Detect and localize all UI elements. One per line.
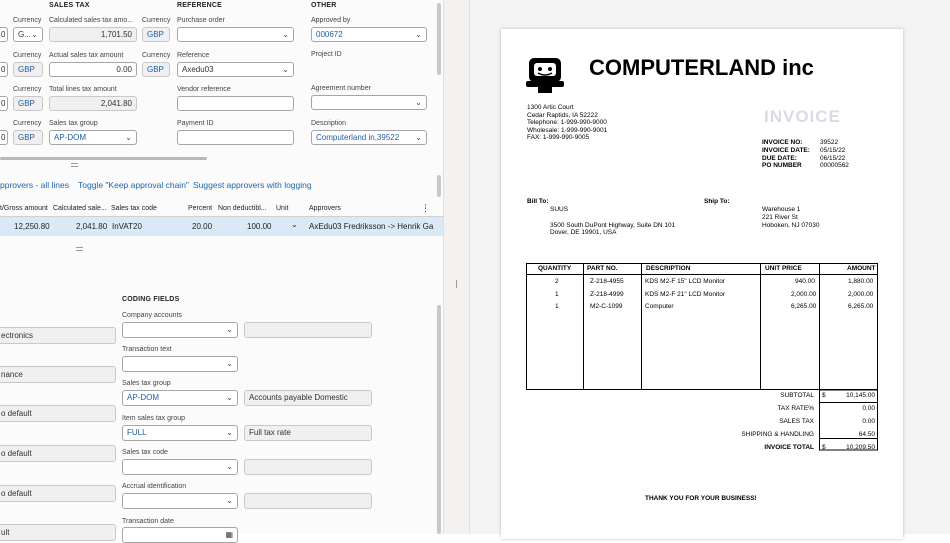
- project-id-label: Project ID: [311, 51, 342, 58]
- item-desc: Computer: [645, 303, 674, 310]
- currency-label: Currency: [142, 52, 171, 59]
- agreement-number-label: Agreement number: [311, 85, 371, 92]
- address-line: 1300 Artic Court: [527, 104, 574, 111]
- toggle-keep-approval-chain-link[interactable]: Toggle "Keep approval chain": [78, 180, 189, 190]
- left-amount-field-4[interactable]: 0: [0, 130, 8, 145]
- other-heading: OTHER: [311, 2, 337, 9]
- sales-tax-group-label: Sales tax group: [49, 120, 98, 127]
- invoice-meta: [762, 139, 849, 170]
- currency-field-1[interactable]: GBP: [142, 27, 170, 42]
- invoice-total-value: 10,209.50: [846, 444, 875, 451]
- chevron-down-icon: ⌄: [415, 133, 422, 142]
- item-price: 6,265.00: [791, 303, 817, 310]
- ship-to-line: 221 River St: [762, 213, 798, 221]
- item-part: M2-C-1099: [590, 303, 623, 310]
- coding-sales-tax-code-select[interactable]: [122, 459, 238, 475]
- reference-select[interactable]: Axedu03 ⌄: [177, 62, 294, 77]
- computer-logo-icon: [526, 57, 564, 95]
- document-viewer: [470, 0, 950, 534]
- currency-label: Currency: [13, 52, 42, 59]
- reference-heading: REFERENCE: [177, 2, 222, 9]
- item-amount: 2,000.00: [848, 291, 874, 298]
- item-part: Z-218-4955: [590, 278, 624, 285]
- description-label: Description: [311, 120, 347, 127]
- left-field-2[interactable]: nance: [0, 366, 116, 383]
- bill-to-label: Bill To:: [527, 198, 549, 205]
- item-sales-tax-group-desc: Full tax rate: [244, 425, 372, 441]
- splitter-grip-icon[interactable]: [456, 280, 457, 288]
- approved-by-label: Approved by: [311, 17, 351, 24]
- col-quantity: QUANTITY: [538, 265, 572, 272]
- ship-to-line: Warehouse 1: [762, 206, 801, 213]
- chevron-down-icon: ⌄: [226, 393, 233, 402]
- company-accounts-desc: [244, 322, 372, 338]
- approvers-all-lines-link[interactable]: pprovers - all lines: [0, 180, 69, 190]
- col-percent[interactable]: Percent: [188, 205, 213, 212]
- bill-to-line: [550, 214, 675, 222]
- invoice-no-value: 39522: [820, 139, 839, 146]
- left-field-3[interactable]: o default: [0, 405, 116, 422]
- item-amount: 1,880.00: [848, 278, 874, 285]
- subtotal-label: SUBTOTAL: [780, 392, 814, 399]
- cell-sales-tax-code: InVAT20: [112, 222, 142, 231]
- calc-sales-tax-label: Calculated sales tax amo...: [49, 17, 134, 24]
- currency-field-3[interactable]: GBP: [142, 62, 170, 77]
- suggest-approvers-link[interactable]: Suggest approvers with logging: [193, 180, 312, 190]
- ship-to-address: [762, 206, 819, 229]
- left-amount-field-1[interactable]: 0: [0, 27, 8, 42]
- coding-sales-tax-group-label: Sales tax group: [122, 380, 171, 387]
- item-price: 940.00: [795, 278, 815, 285]
- currency-label: Currency: [13, 17, 42, 24]
- item-desc: KDS M2-F 15" LCD Monitor: [645, 278, 725, 285]
- due-date-value: 06/15/22: [820, 154, 846, 162]
- col-part-no: PART NO.: [587, 265, 618, 272]
- col-amount: AMOUNT: [847, 265, 876, 272]
- description-select[interactable]: Computerland in,39522 ⌄: [311, 130, 427, 145]
- invoice-watermark: INVOICE: [764, 107, 841, 126]
- currency-field-4[interactable]: GBP: [13, 96, 43, 111]
- resize-grip-icon[interactable]: [71, 163, 78, 167]
- invoice-no-label: INVOICE NO:: [762, 139, 803, 146]
- pane-splitter[interactable]: [443, 0, 470, 534]
- col-sales-tax-code[interactable]: Sales tax code: [111, 205, 157, 212]
- bill-to-address: [550, 206, 675, 237]
- payment-id-label: Payment ID: [177, 120, 214, 127]
- more-options-icon[interactable]: ⋮: [421, 203, 430, 213]
- item-part: Z-218-4999: [590, 291, 624, 298]
- col-calculated-sales[interactable]: Calculated sale...: [53, 205, 107, 212]
- item-qty: 1: [555, 303, 559, 310]
- sales-tax-group-desc: Accounts payable Domestic: [244, 390, 372, 406]
- chevron-down-icon: ⌄: [226, 325, 233, 334]
- company-accounts-label: Company accounts: [122, 312, 182, 319]
- currency-field-2[interactable]: GBP: [13, 62, 43, 77]
- chevron-down-icon[interactable]: ⌄: [291, 220, 298, 229]
- address-line: FAX: 1-999-990-9005: [527, 134, 590, 142]
- accrual-identification-select[interactable]: [122, 493, 238, 509]
- grid-scrollbar[interactable]: [437, 175, 441, 197]
- bill-to-line: Dover, DE 19901, USA: [550, 229, 617, 237]
- bill-to-line: 3500 South DuPont Highway, Suite DN 101: [550, 221, 676, 229]
- ship-to-label: Ship To:: [704, 198, 730, 205]
- bill-to-line: SUUS: [550, 206, 569, 213]
- chevron-down-icon: ⌄: [415, 30, 422, 39]
- col-unit-price: UNIT PRICE: [765, 265, 802, 272]
- shipping-label: SHIPPING & HANDLING: [741, 431, 814, 438]
- table-row[interactable]: [0, 217, 443, 236]
- purchase-order-label: Purchase order: [177, 17, 225, 24]
- currency-select-1[interactable]: G... ⌄: [13, 27, 43, 42]
- item-sales-tax-group-label: Item sales tax group: [122, 415, 186, 422]
- shipping-value: 64.50: [858, 431, 875, 438]
- tax-rate-value: 0.00: [862, 405, 875, 412]
- horizontal-scrollbar[interactable]: [0, 157, 207, 160]
- item-desc: KDS M2-F 21" LCD Monitor: [645, 291, 725, 298]
- item-sales-tax-group-select[interactable]: FULL ⌄: [122, 425, 238, 441]
- chevron-down-icon: ⌄: [415, 98, 422, 107]
- chevron-down-icon: ⌄: [226, 462, 233, 471]
- accrual-identification-desc: [244, 493, 372, 509]
- vendor-reference-field[interactable]: [177, 96, 294, 111]
- purchase-order-select[interactable]: [177, 27, 294, 42]
- left-amount-field-2[interactable]: 0: [0, 62, 8, 77]
- address-line: Telephone: 1-999-990-9000: [527, 119, 607, 127]
- chevron-down-icon: ⌄: [282, 30, 289, 39]
- transaction-date-field[interactable]: [122, 527, 238, 543]
- col-description: DESCRIPTION: [646, 265, 691, 272]
- currency-label: Currency: [13, 86, 42, 93]
- invoice-form-panel: [0, 0, 443, 539]
- coding-sales-tax-group-select[interactable]: AP-DOM ⌄: [122, 390, 238, 406]
- company-address: [527, 104, 607, 142]
- calendar-icon[interactable]: ▦: [225, 530, 233, 539]
- approved-by-select[interactable]: 000672 ⌄: [311, 27, 427, 42]
- header-scrollbar[interactable]: [437, 3, 441, 75]
- grid-header: [0, 200, 443, 217]
- sales-tax-label: SALES TAX: [779, 418, 814, 425]
- lower-scrollbar[interactable]: [437, 305, 441, 534]
- left-field-1[interactable]: ectronics: [0, 327, 116, 344]
- item-price: 2,000.00: [791, 291, 817, 298]
- cell-approvers: AxEdu03 Fredriksson -> Henrik Ga: [309, 222, 434, 231]
- item-qty: 1: [555, 291, 559, 298]
- col-non-deductible[interactable]: Non deductibl...: [218, 205, 267, 212]
- chevron-down-icon: ⌄: [226, 428, 233, 437]
- chevron-down-icon: ⌄: [282, 65, 289, 74]
- transaction-date-label: Transaction date: [122, 518, 174, 525]
- vendor-reference-label: Vendor reference: [177, 86, 231, 93]
- currency-label: Currency: [142, 17, 171, 24]
- col-approvers[interactable]: Approvers: [309, 205, 341, 212]
- due-date-label: DUE DATE:: [762, 154, 797, 162]
- cell-calculated-sales: 2,041.80: [76, 222, 108, 231]
- invoice-total-label: INVOICE TOTAL: [764, 444, 814, 451]
- chevron-down-icon: ⌄: [226, 496, 233, 505]
- invoice-date-label: INVOICE DATE:: [762, 146, 810, 154]
- accrual-identification-label: Accrual identification: [122, 483, 187, 490]
- sales-tax-value: 0.00: [862, 418, 875, 425]
- sales-tax-group-select[interactable]: AP-DOM ⌄: [49, 130, 137, 145]
- chevron-down-icon: ⌄: [226, 359, 233, 368]
- thank-you-note: THANK YOU FOR YOUR BUSINESS!: [645, 495, 757, 502]
- address-line: Wholesale: 1-999-990-9001: [527, 126, 608, 134]
- po-number-label: PO NUMBER: [762, 162, 802, 170]
- invoice-total-currency: $: [822, 444, 826, 451]
- item-amount: 6,265.00: [848, 303, 874, 310]
- cell-gross-amount: 12,250.80: [14, 222, 50, 231]
- payment-id-field[interactable]: [177, 130, 294, 145]
- col-gross-amount[interactable]: t/Gross amount: [0, 205, 48, 212]
- sales-tax-code-desc: [244, 459, 372, 475]
- chevron-down-icon: ⌄: [31, 30, 38, 39]
- resize-grip-icon[interactable]: [76, 247, 83, 251]
- transaction-text-select[interactable]: [122, 356, 238, 372]
- chevron-down-icon: ⌄: [125, 133, 132, 142]
- transaction-text-label: Transaction text: [122, 346, 172, 353]
- invoice-date-value: 05/15/22: [820, 146, 846, 154]
- subtotal-currency: $: [822, 392, 826, 399]
- calc-sales-tax-field: 1,701.50: [49, 27, 137, 42]
- sales-tax-heading: SALES TAX: [49, 2, 90, 9]
- left-field-4[interactable]: o default: [0, 445, 116, 462]
- item-qty: 2: [555, 278, 559, 285]
- left-field-5[interactable]: o default: [0, 485, 116, 502]
- cell-non-deductible: 100.00: [247, 222, 272, 231]
- agreement-number-select[interactable]: [311, 95, 427, 110]
- po-number-value: 00000562: [820, 162, 849, 170]
- invoice-page: [501, 29, 903, 539]
- currency-field-5[interactable]: GBP: [13, 130, 43, 145]
- subtotal-value: 10,145.00: [846, 392, 875, 399]
- actual-sales-tax-label: Actual sales tax amount: [49, 52, 124, 59]
- reference-label: Reference: [177, 52, 210, 59]
- coding-fields-heading: CODING FIELDS: [122, 296, 180, 303]
- left-amount-field-3[interactable]: 0: [0, 96, 8, 111]
- total-lines-tax-label: Total lines tax amount: [49, 86, 117, 93]
- currency-label: Currency: [13, 120, 42, 127]
- cell-percent: 20.00: [192, 222, 213, 231]
- coding-sales-tax-code-label: Sales tax code: [122, 449, 168, 456]
- total-lines-tax-field: 2,041.80: [49, 96, 137, 111]
- address-line: Cedar Raptids, IA 52222: [527, 111, 598, 119]
- company-accounts-select[interactable]: [122, 322, 238, 338]
- actual-sales-tax-field[interactable]: 0.00: [49, 62, 137, 77]
- ship-to-line: Hoboken, NJ 07030: [762, 221, 820, 229]
- tax-rate-label: TAX RATE%: [777, 405, 814, 412]
- company-name: COMPUTERLAND inc: [589, 55, 814, 80]
- col-unit[interactable]: Unit: [276, 205, 289, 212]
- left-field-6[interactable]: ult: [0, 524, 116, 541]
